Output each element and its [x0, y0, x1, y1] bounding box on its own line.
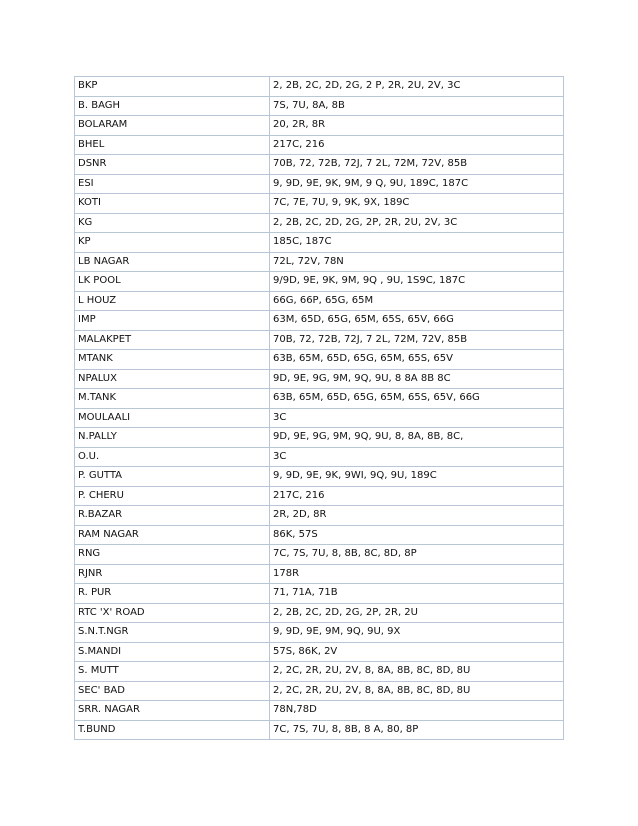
area-cell: P. CHERU	[75, 486, 270, 506]
table-row	[75, 77, 564, 97]
routes-cell: 20, 2R, 8R	[270, 116, 564, 136]
table-row	[75, 486, 564, 506]
table-row	[75, 701, 564, 721]
area-cell: KOTI	[75, 194, 270, 214]
table-row	[75, 350, 564, 370]
area-cell: RNG	[75, 545, 270, 565]
area-cell: B. BAGH	[75, 96, 270, 116]
table-row	[75, 584, 564, 604]
area-cell: NPALUX	[75, 369, 270, 389]
area-cell: MTANK	[75, 350, 270, 370]
table-row	[75, 545, 564, 565]
routes-cell: 70B, 72, 72B, 72J, 7 2L, 72M, 72V, 85B	[270, 330, 564, 350]
routes-cell: 217C, 216	[270, 135, 564, 155]
area-cell: S.MANDI	[75, 642, 270, 662]
routes-cell: 7C, 7S, 7U, 8, 8B, 8C, 8D, 8P	[270, 545, 564, 565]
routes-cell: 3C	[270, 408, 564, 428]
area-cell: RAM NAGAR	[75, 525, 270, 545]
table-row	[75, 681, 564, 701]
table-row	[75, 233, 564, 253]
area-cell: O.U.	[75, 447, 270, 467]
routes-cell: 72L, 72V, 78N	[270, 252, 564, 272]
routes-cell: 2, 2B, 2C, 2D, 2G, 2P, 2R, 2U	[270, 603, 564, 623]
routes-cell: 2, 2C, 2R, 2U, 2V, 8, 8A, 8B, 8C, 8D, 8U	[270, 681, 564, 701]
table-row	[75, 213, 564, 233]
routes-cell: 78N,78D	[270, 701, 564, 721]
area-cell: S.N.T.NGR	[75, 623, 270, 643]
routes-cell: 9, 9D, 9E, 9M, 9Q, 9U, 9X	[270, 623, 564, 643]
area-cell: KG	[75, 213, 270, 233]
area-cell: R. PUR	[75, 584, 270, 604]
table-row	[75, 623, 564, 643]
table-row	[75, 408, 564, 428]
routes-cell: 70B, 72, 72B, 72J, 7 2L, 72M, 72V, 85B	[270, 155, 564, 175]
area-cell: DSNR	[75, 155, 270, 175]
table-row	[75, 272, 564, 292]
routes-cell: 9D, 9E, 9G, 9M, 9Q, 9U, 8, 8A, 8B, 8C,	[270, 428, 564, 448]
bus-routes-table-body	[75, 77, 564, 740]
table-row	[75, 369, 564, 389]
routes-cell: 9/9D, 9E, 9K, 9M, 9Q , 9U, 1S9C, 187C	[270, 272, 564, 292]
routes-cell: 3C	[270, 447, 564, 467]
table-row	[75, 525, 564, 545]
routes-cell: 9, 9D, 9E, 9K, 9M, 9 Q, 9U, 189C, 187C	[270, 174, 564, 194]
area-cell: BKP	[75, 77, 270, 97]
area-cell: IMP	[75, 311, 270, 331]
table-row	[75, 467, 564, 487]
area-cell: T.BUND	[75, 720, 270, 740]
table-row	[75, 155, 564, 175]
routes-cell: 185C, 187C	[270, 233, 564, 253]
area-cell: N.PALLY	[75, 428, 270, 448]
area-cell: L HOUZ	[75, 291, 270, 311]
routes-cell: 2, 2C, 2R, 2U, 2V, 8, 8A, 8B, 8C, 8D, 8U	[270, 662, 564, 682]
routes-cell: 7C, 7E, 7U, 9, 9K, 9X, 189C	[270, 194, 564, 214]
area-cell: LK POOL	[75, 272, 270, 292]
table-row	[75, 135, 564, 155]
routes-cell: 63M, 65D, 65G, 65M, 65S, 65V, 66G	[270, 311, 564, 331]
area-cell: RTC 'X' ROAD	[75, 603, 270, 623]
routes-cell: 7S, 7U, 8A, 8B	[270, 96, 564, 116]
table-row	[75, 96, 564, 116]
area-cell: P. GUTTA	[75, 467, 270, 487]
area-cell: BHEL	[75, 135, 270, 155]
table-row	[75, 389, 564, 409]
area-cell: BOLARAM	[75, 116, 270, 136]
area-cell: ESI	[75, 174, 270, 194]
table-row	[75, 311, 564, 331]
area-cell: MALAKPET	[75, 330, 270, 350]
table-row	[75, 428, 564, 448]
area-cell: RJNR	[75, 564, 270, 584]
area-cell: S. MUTT	[75, 662, 270, 682]
routes-cell: 2R, 2D, 8R	[270, 506, 564, 526]
routes-cell: 2, 2B, 2C, 2D, 2G, 2 P, 2R, 2U, 2V, 3C	[270, 77, 564, 97]
routes-cell: 9D, 9E, 9G, 9M, 9Q, 9U, 8 8A 8B 8C	[270, 369, 564, 389]
table-row	[75, 662, 564, 682]
area-cell: R.BAZAR	[75, 506, 270, 526]
routes-cell: 66G, 66P, 65G, 65M	[270, 291, 564, 311]
area-cell: KP	[75, 233, 270, 253]
routes-cell: 9, 9D, 9E, 9K, 9WI, 9Q, 9U, 189C	[270, 467, 564, 487]
area-cell: SRR. NAGAR	[75, 701, 270, 721]
table-row	[75, 330, 564, 350]
routes-cell: 7C, 7S, 7U, 8, 8B, 8 A, 80, 8P	[270, 720, 564, 740]
table-row	[75, 506, 564, 526]
area-cell: LB NAGAR	[75, 252, 270, 272]
table-row	[75, 564, 564, 584]
area-cell: M.TANK	[75, 389, 270, 409]
routes-cell: 86K, 57S	[270, 525, 564, 545]
routes-cell: 57S, 86K, 2V	[270, 642, 564, 662]
bus-routes-table	[74, 76, 564, 740]
table-row	[75, 603, 564, 623]
table-row	[75, 252, 564, 272]
table-row	[75, 642, 564, 662]
routes-cell: 71, 71A, 71B	[270, 584, 564, 604]
area-cell: SEC' BAD	[75, 681, 270, 701]
table-row	[75, 720, 564, 740]
routes-cell: 63B, 65M, 65D, 65G, 65M, 65S, 65V, 66G	[270, 389, 564, 409]
routes-cell: 2, 2B, 2C, 2D, 2G, 2P, 2R, 2U, 2V, 3C	[270, 213, 564, 233]
area-cell: MOULAALI	[75, 408, 270, 428]
table-row	[75, 194, 564, 214]
table-row	[75, 447, 564, 467]
table-row	[75, 116, 564, 136]
table-row	[75, 291, 564, 311]
routes-cell: 217C, 216	[270, 486, 564, 506]
table-row	[75, 174, 564, 194]
routes-cell: 178R	[270, 564, 564, 584]
routes-cell: 63B, 65M, 65D, 65G, 65M, 65S, 65V	[270, 350, 564, 370]
